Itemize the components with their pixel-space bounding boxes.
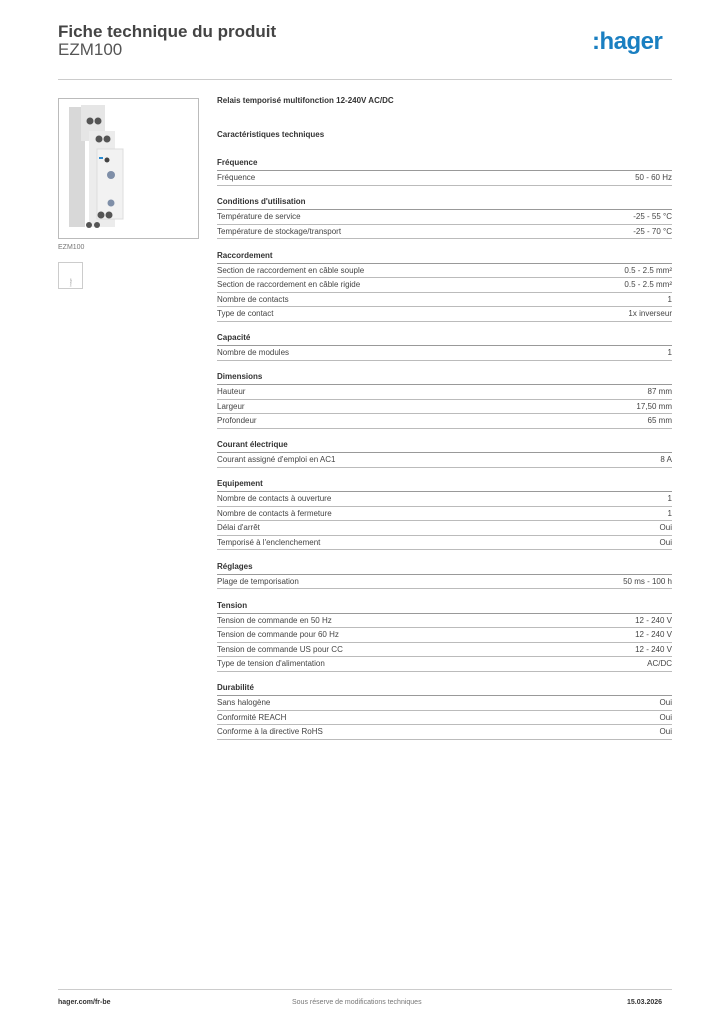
spec-row <box>217 536 672 551</box>
spec-value: 1 <box>667 494 672 503</box>
spec-row <box>217 521 672 536</box>
spec-label: Plage de temporisation <box>217 576 299 586</box>
spec-value: 17,50 mm <box>636 401 672 411</box>
section-title: Conditions d'utilisation <box>217 195 672 210</box>
header-divider <box>58 79 672 80</box>
spec-value: 12 - 240 V <box>635 615 672 625</box>
spec-value: AC/DC <box>647 659 672 668</box>
spec-label: Section de raccordement en câble rigide <box>217 280 361 289</box>
spec-label: Tension de commande pour 60 Hz <box>217 630 339 639</box>
spec-label: Section de raccordement en câble souple <box>217 265 365 275</box>
spec-label: Tension de commande en 50 Hz <box>217 615 332 625</box>
characteristics-title: Caractéristiques techniques <box>217 130 325 139</box>
spec-label: Type de contact <box>217 309 274 318</box>
spec-row <box>217 264 672 279</box>
spec-label: Type de tension d'alimentation <box>217 659 325 668</box>
spec-row <box>217 278 672 293</box>
spec-value: Oui <box>659 727 672 736</box>
spec-label: Sans halogène <box>217 698 271 707</box>
spec-row <box>217 507 672 522</box>
spec-label: Profondeur <box>217 416 257 425</box>
section-title: Fréquence <box>217 156 672 171</box>
image-thumbnail[interactable] <box>58 262 83 289</box>
spec-value: 12 - 240 V <box>635 644 672 654</box>
spec-row <box>217 643 672 658</box>
spec-section <box>217 370 672 429</box>
spec-value: -25 - 55 °C <box>633 212 672 221</box>
spec-label: Largeur <box>217 401 245 411</box>
spec-section <box>217 195 672 239</box>
spec-row <box>217 725 672 740</box>
product-reference: EZM100 <box>58 40 123 59</box>
spec-row <box>217 628 672 643</box>
spec-value: 50 - 60 Hz <box>635 173 672 182</box>
spec-label: Délai d'arrêt <box>217 523 260 532</box>
spec-row <box>217 414 672 429</box>
spec-value: 50 ms - 100 h <box>623 576 672 586</box>
spec-value: 0.5 - 2.5 mm² <box>624 280 672 289</box>
spec-row <box>217 400 672 415</box>
section-title: Courant électrique <box>217 438 672 453</box>
spec-row <box>217 696 672 711</box>
spec-value: 0.5 - 2.5 mm² <box>624 265 672 275</box>
section-title: Raccordement <box>217 249 672 264</box>
spec-row <box>217 657 672 672</box>
spec-value: 8 A <box>660 455 672 464</box>
spec-label: Température de service <box>217 212 301 221</box>
spec-value: Oui <box>659 523 672 532</box>
spec-row <box>217 492 672 507</box>
spec-label: Conformité REACH <box>217 712 287 722</box>
section-title: Capacité <box>217 331 672 346</box>
spec-label: Tension de commande US pour CC <box>217 644 343 654</box>
spec-section <box>217 599 672 672</box>
spec-section <box>217 681 672 740</box>
page-title: Fiche technique du produit <box>58 22 277 41</box>
spec-row <box>217 575 672 590</box>
spec-value: Oui <box>659 698 672 707</box>
section-title: Equipement <box>217 477 672 492</box>
spec-label: Nombre de contacts à fermeture <box>217 508 332 518</box>
spec-row <box>217 210 672 225</box>
product-image <box>58 98 199 239</box>
footer-date: 15.03.2026 <box>627 999 663 1006</box>
spec-row <box>217 293 672 308</box>
product-description: Relais temporisé multifonction 12-240V AC/DC <box>217 96 394 105</box>
section-title: Tension <box>217 599 672 614</box>
spec-value: 12 - 240 V <box>635 630 672 639</box>
spec-section <box>217 438 672 468</box>
spec-row <box>217 225 672 240</box>
hager-logo: :hager <box>592 28 663 55</box>
image-caption: EZM100 <box>58 244 85 251</box>
section-title: Dimensions <box>217 370 672 385</box>
spec-row <box>217 614 672 629</box>
spec-value: 65 mm <box>647 416 672 425</box>
spec-section <box>217 331 672 361</box>
spec-label: Nombre de contacts <box>217 294 289 304</box>
spec-label: Temporisé à l'enclenchement <box>217 537 321 547</box>
section-title: Réglages <box>217 560 672 575</box>
thumbnail-label: image <box>68 278 73 287</box>
spec-value: -25 - 70 °C <box>633 226 672 236</box>
spec-row <box>217 711 672 726</box>
spec-row <box>217 171 672 186</box>
footer-notice: Sous réserve de modifications techniques <box>292 999 422 1006</box>
spec-section <box>217 477 672 550</box>
spec-section <box>217 249 672 322</box>
spec-label: Température de stockage/transport <box>217 226 342 236</box>
footer-divider <box>58 989 672 990</box>
spec-label: Nombre de modules <box>217 348 290 357</box>
technical-sheet <box>217 96 672 749</box>
spec-section <box>217 156 672 186</box>
spec-section <box>217 560 672 590</box>
spec-label: Fréquence <box>217 173 256 182</box>
spec-label: Courant assigné d'emploi en AC1 <box>217 455 336 464</box>
spec-row <box>217 346 672 361</box>
spec-value: 1 <box>667 348 672 357</box>
spec-value: Oui <box>659 537 672 547</box>
section-title: Durabilité <box>217 681 672 696</box>
spec-row <box>217 385 672 400</box>
spec-value: 1x inverseur <box>628 309 672 318</box>
spec-label: Hauteur <box>217 387 246 396</box>
spec-row <box>217 453 672 468</box>
spec-label: Nombre de contacts à ouverture <box>217 494 332 503</box>
spec-value: 1 <box>667 508 672 518</box>
spec-value: Oui <box>659 712 672 722</box>
spec-label: Conforme à la directive RoHS <box>217 727 323 736</box>
spec-value: 1 <box>667 294 672 304</box>
spec-value: 87 mm <box>647 387 672 396</box>
spec-row <box>217 307 672 322</box>
footer-website[interactable]: hager.com/fr-be <box>58 999 111 1006</box>
